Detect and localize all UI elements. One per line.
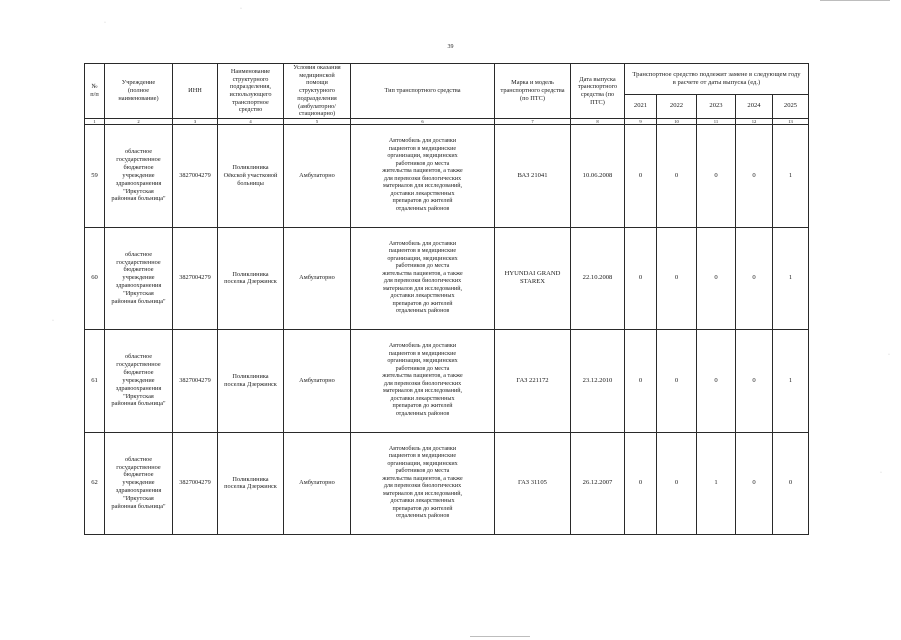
header-conditions: Условия оказания медицинской помощи структурного подразделения (амбулаторно/ стационарно) xyxy=(284,64,351,119)
scan-artifact: · xyxy=(888,352,890,358)
column-number: 8 xyxy=(571,119,625,125)
replacement-2022: 0 xyxy=(657,432,697,535)
table-row xyxy=(85,125,809,228)
replacement-2021: 0 xyxy=(625,432,657,535)
header-replacement: Транспортное средство подлежит замене в следующем году в расчете от даты выпуска (ед.) xyxy=(625,64,809,95)
replacement-2024: 0 xyxy=(736,125,773,228)
care-conditions: Амбулаторно xyxy=(284,432,351,535)
column-number: 2 xyxy=(105,119,173,125)
replacement-2025: 1 xyxy=(773,330,809,433)
vehicle-type: Автомобиль для доставки пациентов в медицинские организации, медицинских работников до места жительства пациентов, а также для перевозки биологических материалов для исследований, доставки лекарственных препаратов до жителей отдаленных районов xyxy=(351,330,495,433)
replacement-2025: 1 xyxy=(773,125,809,228)
column-number: 9 xyxy=(625,119,657,125)
scan-artifact: · xyxy=(52,318,54,324)
vehicle-brand: ВАЗ 21041 xyxy=(495,125,571,228)
scan-artifact: · xyxy=(240,6,242,12)
page-number: 39 xyxy=(447,44,454,50)
column-number: 5 xyxy=(284,119,351,125)
vehicle-type: Автомобиль для доставки пациентов в медицинские организации, медицинских работников до места жительства пациентов, а также для перевозки биологических материалов для исследований, доставки лекарственных препаратов до жителей отдаленных районов xyxy=(351,125,495,228)
inn-value: 3827004279 xyxy=(173,330,218,433)
replacement-2025: 0 xyxy=(773,432,809,535)
inn-value: 3827004279 xyxy=(173,432,218,535)
scan-artifact: · xyxy=(880,470,882,476)
column-number: 7 xyxy=(495,119,571,125)
care-conditions: Амбулаторно xyxy=(284,227,351,330)
replacement-2022: 0 xyxy=(657,227,697,330)
issue-date: 22.10.2008 xyxy=(571,227,625,330)
replacement-2021: 0 xyxy=(625,227,657,330)
vehicle-brand: ГАЗ 221172 xyxy=(495,330,571,433)
institution-name: областное государственное бюджетное учреждение здравоохранения "Иркутская районная больница" xyxy=(105,125,173,228)
replacement-2022: 0 xyxy=(657,330,697,433)
replacement-2023: 0 xyxy=(697,125,736,228)
institution-name: областное государственное бюджетное учреждение здравоохранения "Иркутская районная больница" xyxy=(105,227,173,330)
subdivision-name: Поликлиника поселка Дзержинск xyxy=(218,432,284,535)
issue-date: 26.12.2007 xyxy=(571,432,625,535)
header-year: 2022 xyxy=(657,95,697,119)
header-num: № п/п xyxy=(85,64,105,119)
subdivision-name: Поликлиника поселка Дзержинск xyxy=(218,330,284,433)
row-number: 60 xyxy=(85,227,105,330)
issue-date: 10.06.2008 xyxy=(571,125,625,228)
subdivision-name: Поликлиника Оёкской участковой больницы xyxy=(218,125,284,228)
replacement-2022: 0 xyxy=(657,125,697,228)
subdivision-name: Поликлиника поселка Дзержинск xyxy=(218,227,284,330)
column-number: 6 xyxy=(351,119,495,125)
header-institution: Учреждение (полное наименование) xyxy=(105,64,173,119)
table-row xyxy=(85,432,809,535)
vehicle-type: Автомобиль для доставки пациентов в медицинские организации, медицинских работников до места жительства пациентов, а также для перевозки биологических материалов для исследований, доставки лекарственных препаратов до жителей отдаленных районов xyxy=(351,227,495,330)
institution-name: областное государственное бюджетное учреждение здравоохранения "Иркутская районная больница" xyxy=(105,432,173,535)
replacement-2024: 0 xyxy=(736,227,773,330)
inn-value: 3827004279 xyxy=(173,125,218,228)
vehicle-brand: ГАЗ 31105 xyxy=(495,432,571,535)
replacement-2024: 0 xyxy=(736,330,773,433)
vehicle-brand: HYUNDAI GRAND STAREX xyxy=(495,227,571,330)
header-year: 2024 xyxy=(736,95,773,119)
replacement-2024: 0 xyxy=(736,432,773,535)
replacement-2025: 1 xyxy=(773,227,809,330)
vehicle-type: Автомобиль для доставки пациентов в медицинские организации, медицинских работников до места жительства пациентов, а также для перевозки биологических материалов для исследований, доставки лекарственных препаратов до жителей отдаленных районов xyxy=(351,432,495,535)
table-row xyxy=(85,227,809,330)
header-year: 2025 xyxy=(773,95,809,119)
header-brand: Марка и модель транспортного средства (по ПТС) xyxy=(495,64,571,119)
row-number: 59 xyxy=(85,125,105,228)
inn-value: 3827004279 xyxy=(173,227,218,330)
care-conditions: Амбулаторно xyxy=(284,125,351,228)
table-row xyxy=(85,330,809,433)
column-number: 11 xyxy=(697,119,736,125)
header-year: 2023 xyxy=(697,95,736,119)
care-conditions: Амбулаторно xyxy=(284,330,351,433)
transport-table xyxy=(84,63,809,535)
replacement-2023: 0 xyxy=(697,227,736,330)
column-number: 1 xyxy=(85,119,105,125)
header-issue-date: Дата выпуска транспортного средства (по ПТС) xyxy=(571,64,625,119)
row-number: 61 xyxy=(85,330,105,433)
header-year: 2021 xyxy=(625,95,657,119)
institution-name: областное государственное бюджетное учреждение здравоохранения "Иркутская районная больница" xyxy=(105,330,173,433)
column-number: 4 xyxy=(218,119,284,125)
scan-artifact xyxy=(470,636,530,637)
scan-artifact xyxy=(820,0,890,1)
header-subdivision: Наименование структурного подразделения, использующего транспортное средство xyxy=(218,64,284,119)
replacement-2023: 1 xyxy=(697,432,736,535)
scan-artifact: · xyxy=(104,20,106,26)
header-type: Тип транспортного средства xyxy=(351,64,495,119)
header-inn: ИНН xyxy=(173,64,218,119)
column-number: 13 xyxy=(773,119,809,125)
replacement-2023: 0 xyxy=(697,330,736,433)
issue-date: 23.12.2010 xyxy=(571,330,625,433)
column-number: 12 xyxy=(736,119,773,125)
row-number: 62 xyxy=(85,432,105,535)
replacement-2021: 0 xyxy=(625,330,657,433)
column-number: 3 xyxy=(173,119,218,125)
replacement-2021: 0 xyxy=(625,125,657,228)
column-number: 10 xyxy=(657,119,697,125)
